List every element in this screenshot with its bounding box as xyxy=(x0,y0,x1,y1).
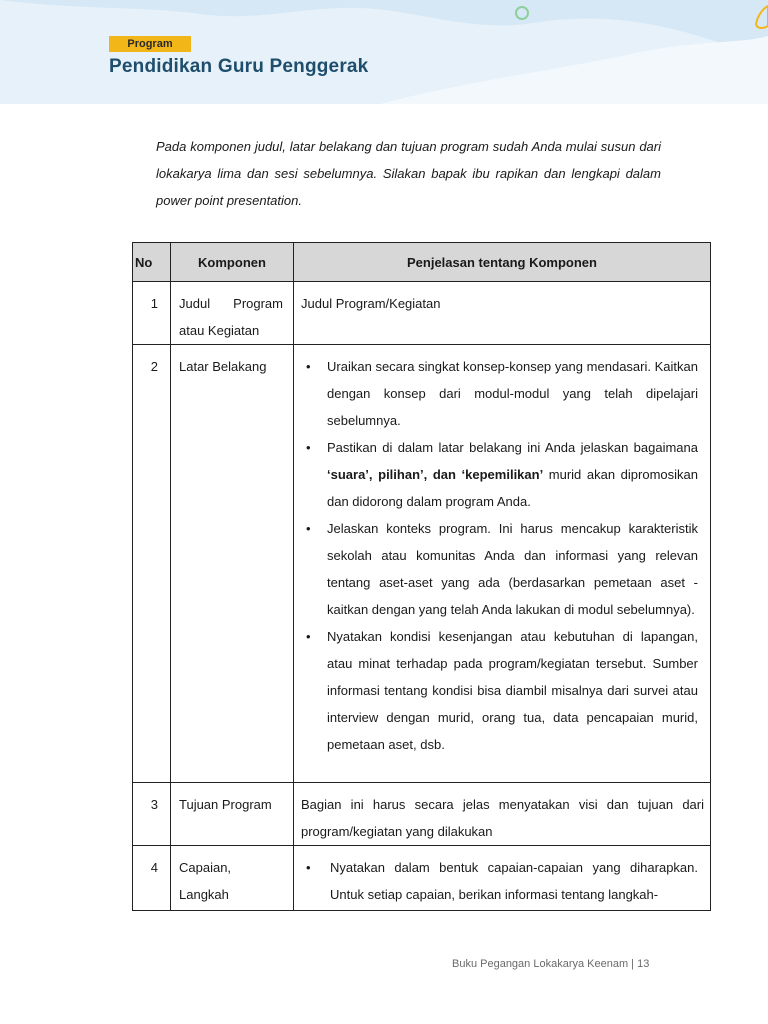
bullet-text-bold: ‘suara’, pilihan’, dan ‘kepemilikan’ xyxy=(327,467,544,482)
intro-paragraph: Pada komponen judul, latar belakang dan tujuan program sudah Anda mulai susun dari lokakarya lima dan sesi sebelumnya. Silakan bapak ibu rapikan dan lengkapi dalam power point presentation. xyxy=(156,139,661,208)
page-footer: Buku Pegangan Lokakarya Keenam | 13 xyxy=(452,958,650,970)
bullet-item xyxy=(294,515,704,623)
bullet-list xyxy=(294,854,704,908)
bullet-list xyxy=(294,353,704,758)
bullet-item xyxy=(294,854,704,908)
row-penjelasan: Bagian ini harus secara jelas menyatakan visi dan tujuan dari program/kegiatan yang dilakukan xyxy=(294,783,711,846)
bullet-text-pre: Pastikan di dalam latar belakang ini Anda jelaskan bagaimana xyxy=(327,440,698,455)
document-title: Pendidikan Guru Penggerak xyxy=(109,56,369,77)
bullet-icon: • xyxy=(306,359,311,374)
row-komponen: Judul Program atau Kegiatan xyxy=(171,282,294,345)
row-penjelasan xyxy=(294,846,711,911)
bullet-icon: • xyxy=(306,440,311,455)
bullet-icon: • xyxy=(306,860,311,875)
bullet-text: Jelaskan konteks program. Ini harus mencakup karakteristik sekolah atau komunitas Anda dan informasi yang relevan tentang aset-aset yang ada (berdasarkan pemetaan aset - kaitkan dengan yang telah Anda lakukan di modul sebelumnya). xyxy=(327,521,698,617)
row-penjelasan: Judul Program/Kegiatan xyxy=(294,282,711,345)
row-number: 1 xyxy=(133,282,171,345)
table-row xyxy=(133,282,711,345)
bullet-icon: • xyxy=(306,629,311,644)
header-band xyxy=(0,0,768,104)
row-penjelasan xyxy=(294,345,711,783)
row-number: 2 xyxy=(133,345,171,783)
table-header-row xyxy=(133,243,711,282)
program-badge: Program xyxy=(109,36,191,52)
bullet-item xyxy=(294,623,704,758)
row-number: 3 xyxy=(133,783,171,846)
table-row xyxy=(133,345,711,783)
bullet-item xyxy=(294,434,704,515)
truncated-content xyxy=(294,854,704,910)
row-komponen: Latar Belakang xyxy=(171,345,294,783)
bullet-text: Nyatakan dalam bentuk capaian-capaian yang diharapkan. Untuk setiap capaian, berikan informasi tentang langkah- xyxy=(330,860,698,902)
table-row xyxy=(133,846,711,911)
bullet-text: Uraikan secara singkat konsep-konsep yang mendasari. Kaitkan dengan konsep dari modul-modul yang telah dipelajari sebelumnya. xyxy=(327,359,698,428)
header-penjelasan: Penjelasan tentang Komponen xyxy=(294,243,711,282)
header-no: No xyxy=(133,243,171,282)
header-komponen: Komponen xyxy=(171,243,294,282)
bullet-text: Nyatakan kondisi kesenjangan atau kebutuhan di lapangan, atau minat terhadap pada program/kegiatan tersebut. Sumber informasi tentang kondisi bisa diambil misalnya dari survei atau interview dengan murid, orang tua, data pencapaian murid, pemetaan aset, dsb. xyxy=(327,629,698,752)
row-komponen: Tujuan Program xyxy=(171,783,294,846)
wave-decoration xyxy=(0,0,768,104)
row-number: 4 xyxy=(133,846,171,911)
component-table xyxy=(132,242,711,911)
bullet-text-post: murid akan dipromosikan dan didorong dalam program Anda. xyxy=(327,467,698,509)
bullet-item xyxy=(294,353,704,434)
row-komponen: Capaian, Langkah xyxy=(171,846,294,911)
table-row xyxy=(133,783,711,846)
bullet-icon: • xyxy=(306,521,311,536)
